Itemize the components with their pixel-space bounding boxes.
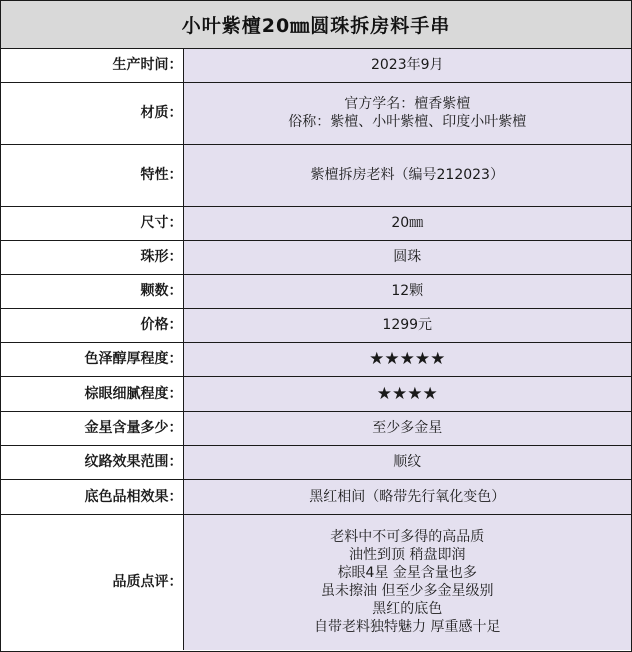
sheet-title: 小叶紫檀20㎜圆珠拆房料手串: [1, 1, 631, 49]
spec-value: [183, 274, 631, 308]
spec-value-line: 老料中不可多得的高品质: [330, 529, 485, 546]
spec-value-line: 油性到顶 稍盘即润: [349, 547, 466, 564]
star-rating: ★★★★: [376, 383, 438, 404]
spec-row: [1, 49, 631, 82]
spec-label: 颗数：: [1, 274, 183, 308]
spec-value: [183, 514, 631, 650]
spec-value-line: 2023年9月: [370, 57, 444, 74]
spec-row: [1, 82, 631, 144]
spec-value: [183, 82, 631, 144]
spec-value: [183, 376, 631, 411]
spec-label: 底色品相效果：: [1, 479, 183, 514]
spec-label: 珠形：: [1, 240, 183, 274]
spec-label: 生产时间：: [1, 49, 183, 82]
spec-value: [183, 342, 631, 376]
spec-value: [183, 240, 631, 274]
spec-row: [1, 445, 631, 479]
spec-label: 金星含量多少：: [1, 411, 183, 445]
spec-value: [183, 411, 631, 445]
spec-row: [1, 376, 631, 411]
spec-value-line: 黑红相间（略带先行氧化变色）: [309, 488, 506, 505]
spec-row: [1, 514, 631, 650]
spec-value-line: 官方学名：檀香紫檀: [344, 96, 471, 112]
star-rating: ★★★★★: [369, 349, 446, 369]
spec-row: [1, 411, 631, 445]
spec-label: 价格：: [1, 308, 183, 342]
spec-label: 色泽醇厚程度：: [1, 342, 183, 376]
spec-row: [1, 342, 631, 376]
spec-value: [183, 445, 631, 479]
spec-label: 棕眼细腻程度：: [1, 376, 183, 411]
spec-value: [183, 144, 631, 206]
spec-value: [183, 49, 631, 82]
spec-value-line: 顺纹: [393, 454, 422, 470]
spec-value-line: 自带老料独特魅力 厚重感十足: [314, 619, 501, 636]
spec-value-line: 虽未擦油 但至少多金星级别: [321, 583, 494, 600]
spec-value-line: 12颗: [391, 283, 424, 299]
spec-value-line: 黑红的底色: [372, 601, 443, 618]
spec-row: [1, 479, 631, 514]
spec-label: 特性：: [1, 144, 183, 206]
spec-row: [1, 240, 631, 274]
spec-label: 品质点评：: [1, 514, 183, 650]
spec-row: [1, 308, 631, 342]
spec-value-line: 紫檀拆房老料（编号212023）: [310, 167, 504, 183]
spec-value: [183, 479, 631, 514]
spec-table: [1, 49, 631, 650]
spec-label: 材质：: [1, 82, 183, 144]
spec-value-line: 20㎜: [391, 215, 424, 231]
spec-value-line: 俗称：紫檀、小叶紫檀、印度小叶紫檀: [288, 114, 527, 130]
spec-table-body: [1, 49, 631, 650]
spec-row: [1, 274, 631, 308]
spec-value-line: 至少多金星: [372, 420, 443, 436]
spec-value-line: 1299元: [382, 317, 433, 333]
spec-label: 纹路效果范围：: [1, 445, 183, 479]
spec-row: [1, 206, 631, 240]
spec-label: 尺寸：: [1, 206, 183, 240]
spec-row: [1, 144, 631, 206]
spec-value-line: 棕眼4星 金星含量也多: [337, 565, 477, 582]
spec-value: [183, 308, 631, 342]
spec-value: [183, 206, 631, 240]
spec-value-line: 圆珠: [393, 249, 422, 265]
